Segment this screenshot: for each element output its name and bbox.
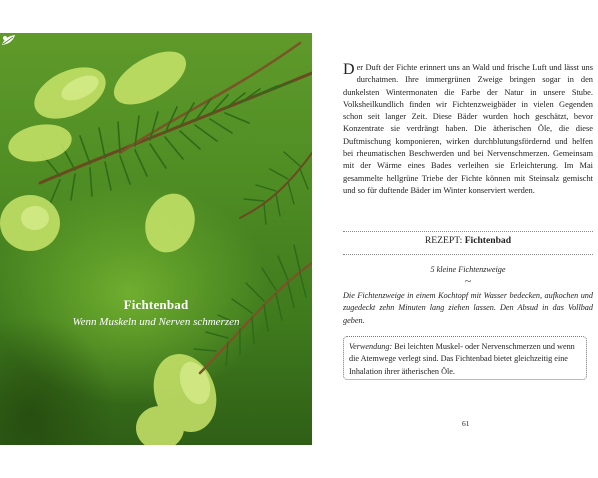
recipe-heading (343, 235, 593, 246)
drop-cap: D (343, 61, 355, 78)
intro-paragraph (343, 62, 593, 197)
tilde-ornament: ~ (464, 274, 472, 288)
spruce-branches-illustration (0, 33, 312, 445)
divider-bottom (343, 254, 593, 255)
recipe-label: REZEPT: (424, 235, 463, 246)
usage-label: Verwendung: (349, 342, 393, 351)
intro-text: er Duft der Fichte erinnert uns an Wald und frische Luft und lässt uns durchatmen. Ihre immergrünen Zweige bringen sogar in den dunkelsten Wintermonaten die Farbe der Natur in unsere Stube. Volksheilkundlich finden wir Fichtenzweigbäder in vielen Gegenden schon seit langer Zeit. Diese Bäder wurden hoch geschätzt, bevor Konzentrate sie verdrängt haben. Die ätherischen Öle, die diese Duftmischung komponieren, wirken durchblutungsfördernd und helfen bei rheumatischen Beschwerden und bei Nervenschmerzen. Gemeinsam mit der Wärme eines Bades verleihen sie Erleichterung. Im Mai gesammelte hellgrüne Triebe der Fichte können mit Steinsalz gemischt und so für duftende Bäder im Winter konserviert werden. (343, 63, 593, 195)
chapter-subtitle: Wenn Muskeln und Nerven schmerzen (72, 316, 240, 328)
page-number: 61 (462, 419, 470, 428)
recipe-ingredients: 5 kleine Fichtenzweige (430, 265, 506, 274)
recipe-steps: Die Fichtenzweige in einem Kochtopf mit Wasser bedecken, aufkochen und zugedeckt zehn Minuten lang ziehen lassen. Den Absud in das Vollbad geben. (343, 291, 593, 325)
usage-box (343, 336, 587, 380)
spruce-photo (0, 33, 312, 445)
chapter-title: Fichtenbad (123, 297, 189, 312)
usage-text: Bei leichten Muskel- oder Nervenschmerzen und wenn die Atemwege verlegt sind. Das Fichtenbad bietet gleichzeitig eine Inhalation ihrer ätherischen Öle. (349, 342, 575, 376)
recipe-name: Fichtenbad (464, 235, 512, 246)
divider-top (343, 231, 593, 232)
leaf-ornament-icon (0, 33, 18, 47)
